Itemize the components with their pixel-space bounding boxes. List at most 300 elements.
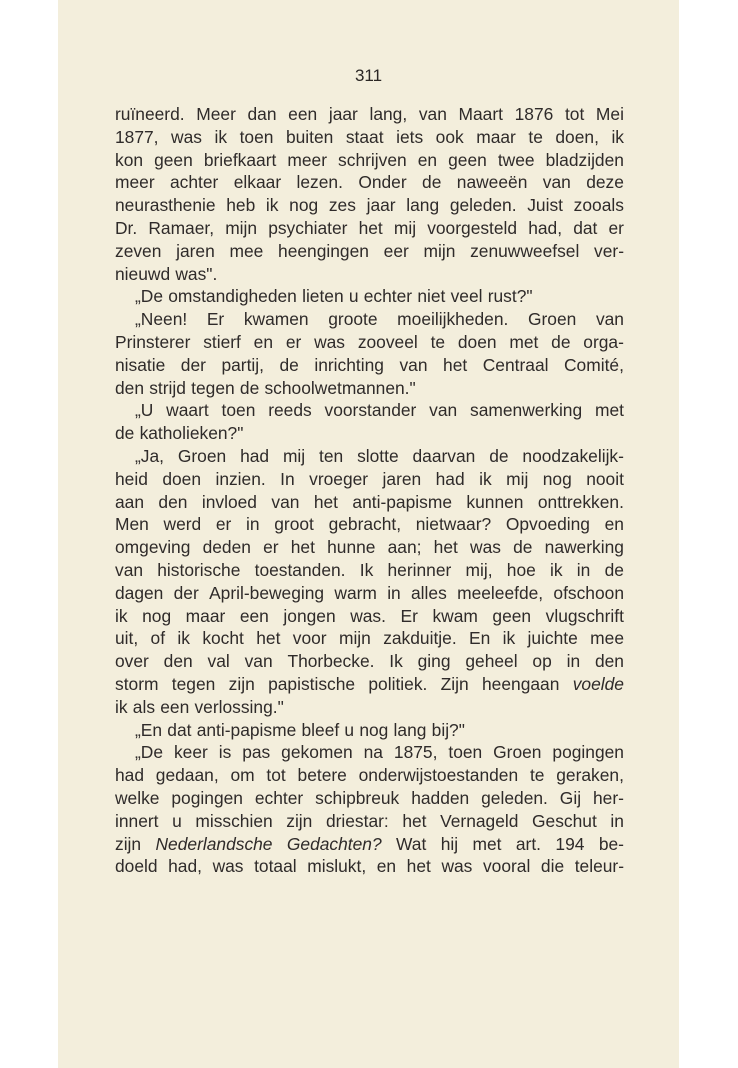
word: was	[470, 537, 501, 558]
word: verlossing."	[194, 696, 284, 717]
word: toen	[221, 400, 256, 421]
word: aan;	[387, 537, 422, 558]
text-line	[115, 399, 624, 422]
word: te	[529, 765, 545, 786]
word: toen	[448, 742, 483, 763]
word: mij	[282, 445, 306, 466]
word: was".	[175, 263, 218, 284]
word: onderwijstoestanden	[358, 765, 519, 786]
word: was	[441, 856, 473, 877]
word: van	[429, 400, 458, 421]
word: anti-papisme	[196, 719, 297, 740]
word: mijn	[423, 240, 456, 261]
word: het	[402, 810, 427, 831]
word: op	[532, 651, 552, 672]
word: Maart	[458, 104, 503, 124]
word: te	[430, 331, 446, 352]
word: deze	[586, 172, 624, 193]
word: den	[115, 377, 145, 398]
word: val	[207, 651, 230, 672]
word: hoe	[506, 559, 536, 580]
word: Thorbecke.	[287, 651, 375, 672]
word: er	[263, 537, 279, 558]
word: samenwerking	[470, 400, 583, 421]
word: en	[417, 149, 438, 170]
text-line	[115, 536, 624, 559]
word: heb	[226, 195, 256, 216]
word: papistische	[268, 673, 356, 694]
word: schipbreuk	[315, 787, 400, 808]
word: Gij	[559, 787, 582, 808]
word: ver-	[594, 240, 624, 261]
word: Gedachten?	[286, 833, 382, 854]
word: voor	[292, 628, 327, 649]
word: te	[528, 126, 543, 147]
word: innert	[115, 810, 159, 831]
word: geleden.	[481, 787, 548, 808]
word: in	[387, 582, 401, 603]
word: echter	[254, 787, 304, 808]
text-line	[115, 149, 624, 172]
word: lang,	[369, 104, 408, 124]
word: werd	[163, 514, 202, 535]
word: was.	[350, 605, 386, 626]
word: invloed	[201, 491, 257, 512]
word: mijn	[338, 628, 371, 649]
word: Geschut	[532, 810, 597, 831]
word: nog	[142, 605, 172, 626]
word: en	[253, 331, 274, 352]
word: Men	[115, 514, 149, 535]
word: de	[513, 537, 533, 558]
word: ik	[177, 628, 190, 649]
word: geleden.	[449, 195, 517, 216]
text-line	[115, 810, 624, 833]
word: nog	[542, 468, 572, 489]
word: dat	[167, 719, 192, 740]
text-line	[115, 605, 624, 628]
word: inrichting	[314, 354, 384, 375]
word: Groen	[493, 742, 542, 763]
word: er	[285, 331, 302, 352]
word: vlugschrift	[545, 605, 624, 626]
word: zeven	[115, 240, 162, 261]
word: tot	[266, 765, 286, 786]
word: noodzakelijk-	[522, 445, 624, 466]
word: het	[406, 856, 431, 877]
word: zooals	[573, 195, 624, 216]
word: deden	[202, 537, 251, 558]
word: be-	[598, 833, 624, 854]
word: over	[115, 651, 149, 672]
text-line	[115, 240, 624, 263]
word: het	[256, 628, 281, 649]
word: pogingen	[552, 742, 624, 763]
word: ik	[550, 559, 563, 580]
word: mislukt,	[307, 856, 367, 877]
word: twee	[497, 149, 535, 170]
word: zes	[328, 195, 356, 216]
word: Groen	[177, 445, 227, 466]
text-line	[115, 308, 624, 331]
word: Zijn	[440, 673, 469, 694]
word: ik	[611, 126, 624, 147]
word: katholieken?"	[139, 423, 244, 444]
word: daarvan	[412, 445, 476, 466]
word: lieten	[302, 286, 344, 307]
word: echter	[363, 286, 413, 307]
word: den	[163, 651, 193, 672]
word: tot	[564, 104, 585, 124]
word: groot	[274, 514, 314, 535]
word: een	[288, 104, 318, 124]
word: van	[271, 491, 300, 512]
word: lezen.	[296, 172, 343, 193]
word: iets	[396, 126, 424, 147]
word: Wat	[396, 833, 427, 854]
word: bladzijden	[545, 149, 624, 170]
word: de	[279, 354, 299, 375]
text-line	[115, 696, 624, 719]
word: van	[115, 559, 144, 580]
word: een	[160, 696, 190, 717]
word: waart	[166, 400, 209, 421]
word: nog	[359, 719, 389, 740]
word: den	[594, 651, 624, 672]
word: meer	[287, 149, 327, 170]
word: rust?"	[487, 286, 533, 307]
text-line	[115, 445, 624, 468]
word: heengingen	[278, 240, 369, 261]
word: Comité,	[564, 354, 624, 375]
word: schoolwetmannen."	[264, 377, 416, 398]
word: zijn	[228, 673, 255, 694]
word: betere	[297, 765, 347, 786]
word: zijn	[286, 810, 313, 831]
book-page	[58, 0, 679, 1068]
word: driestar:	[325, 810, 389, 831]
word: 194	[555, 833, 585, 854]
text-line	[115, 491, 624, 514]
word: zenuwweefsel	[470, 240, 580, 261]
text-line	[115, 468, 624, 491]
word: was	[171, 126, 202, 147]
word: hunne	[327, 537, 376, 558]
word: der	[180, 354, 206, 375]
word: mij,	[465, 559, 493, 580]
word: in	[610, 810, 624, 831]
word: 1876	[514, 104, 554, 124]
word: storm	[115, 673, 159, 694]
word: geraken,	[556, 765, 624, 786]
word: toestanden.	[254, 559, 346, 580]
word: nietwaar?	[415, 514, 492, 535]
word: meer	[115, 172, 155, 193]
word: u	[172, 810, 182, 831]
word: ruïneerd.	[115, 104, 185, 124]
word: tegen	[191, 377, 235, 398]
text-line	[115, 719, 624, 742]
word: vooral	[482, 856, 531, 877]
word: doen,	[555, 126, 599, 147]
text-line	[115, 217, 624, 240]
word: Centraal	[482, 354, 549, 375]
word: lang	[393, 719, 427, 740]
word: mij	[506, 468, 529, 489]
text-line	[115, 855, 624, 878]
word: pas	[242, 742, 271, 763]
word: hadden	[411, 787, 470, 808]
word: omgeving	[115, 537, 191, 558]
word: En	[469, 628, 491, 649]
word: met	[509, 331, 539, 352]
word: ik	[115, 696, 128, 717]
word: zijn	[115, 833, 142, 854]
word: vroeger	[309, 468, 369, 489]
word: had	[435, 468, 465, 489]
word: het	[433, 537, 458, 558]
word: totaal	[254, 856, 297, 877]
text-line	[115, 650, 624, 673]
word: mee	[229, 240, 264, 261]
word: politiek.	[368, 673, 428, 694]
word: Groen	[527, 309, 577, 330]
word: historische	[157, 559, 241, 580]
word: ging	[417, 651, 451, 672]
word: het	[358, 217, 383, 238]
page-number: 311	[354, 66, 383, 85]
word: buiten	[285, 126, 334, 147]
word: met	[594, 400, 624, 421]
word: partij,	[221, 354, 264, 375]
word: geen	[492, 605, 532, 626]
word: een	[239, 605, 269, 626]
word: „De	[135, 286, 164, 307]
word: ofschoon	[553, 582, 624, 603]
word: er	[608, 217, 624, 238]
word: anti-papisme	[352, 491, 452, 512]
word: mij	[393, 217, 417, 238]
word: doeld	[115, 856, 158, 877]
word: heengaan	[482, 673, 560, 694]
word: nawerking	[544, 537, 624, 558]
word: nooit	[586, 468, 624, 489]
word: de	[604, 559, 624, 580]
word: aan	[115, 491, 145, 512]
word: Meer	[196, 104, 236, 124]
word: kwamen	[243, 309, 309, 330]
word: ik	[479, 468, 492, 489]
word: dagen	[115, 582, 164, 603]
word: ten	[319, 445, 344, 466]
word: den	[158, 491, 188, 512]
word: hij	[440, 833, 459, 854]
word: Ramaer,	[148, 217, 215, 238]
text-line	[115, 764, 624, 787]
text-line	[115, 331, 624, 354]
word: om	[230, 765, 255, 786]
word: her-	[592, 787, 624, 808]
word: misschien	[195, 810, 273, 831]
word: tegen	[171, 673, 216, 694]
word: neurasthenie	[115, 195, 216, 216]
word: Ik	[389, 651, 403, 672]
word: nieuwd	[115, 263, 171, 284]
word: Juist	[527, 195, 563, 216]
word: der	[173, 582, 199, 603]
word: April-beweging	[209, 582, 325, 603]
word: na	[363, 742, 383, 763]
word: maar	[185, 605, 226, 626]
word: en	[376, 856, 397, 877]
word: jaren	[176, 240, 215, 261]
word: veel	[450, 286, 483, 307]
word: had,	[168, 856, 202, 877]
word: in	[566, 651, 581, 672]
word: kon	[115, 149, 144, 170]
word: die	[540, 856, 565, 877]
word: „De	[135, 742, 164, 763]
word: Nederlandsche	[155, 833, 273, 854]
word: ik	[115, 605, 128, 626]
word: jaar	[328, 104, 358, 124]
word: van	[244, 651, 273, 672]
word: niet	[417, 286, 446, 307]
word: kwam	[432, 605, 478, 626]
word: zooveel	[357, 331, 418, 352]
word: In	[280, 468, 295, 489]
word: reeds	[268, 400, 312, 421]
text-line	[115, 627, 624, 650]
word: 1877,	[115, 126, 159, 147]
word: u	[344, 719, 355, 740]
word: voorstander	[324, 400, 417, 421]
text-line	[115, 422, 624, 445]
word: onttrekken.	[537, 491, 624, 512]
word: ik	[265, 195, 279, 216]
word: bij?"	[431, 719, 465, 740]
word: keer	[173, 742, 208, 763]
text-line	[115, 263, 624, 286]
word: teleur-	[574, 856, 624, 877]
word: van	[595, 309, 624, 330]
word: van	[542, 172, 571, 193]
word: alles	[411, 582, 447, 603]
word: van	[399, 354, 428, 375]
word: de	[422, 172, 442, 193]
word: met	[472, 833, 502, 854]
word: jaar	[366, 195, 396, 216]
word: voelde	[572, 673, 624, 694]
text-line	[115, 377, 624, 400]
body-text	[115, 103, 624, 878]
word: slotte	[357, 445, 399, 466]
word: achter	[170, 172, 219, 193]
text-line	[115, 559, 624, 582]
word: ik	[502, 628, 516, 649]
text-line	[115, 285, 624, 308]
word: jaren	[382, 468, 422, 489]
word: uit,	[115, 628, 139, 649]
word: strijd	[149, 377, 186, 398]
text-line	[115, 673, 624, 696]
text-line	[115, 787, 624, 810]
word: gebracht,	[328, 514, 402, 535]
word: en	[604, 514, 624, 535]
text-line	[115, 833, 624, 856]
word: naweeën	[456, 172, 528, 193]
word: herinner	[387, 559, 452, 580]
word: de	[239, 377, 260, 398]
word: heid	[115, 468, 148, 489]
word: u	[348, 286, 359, 307]
word: kunnen	[466, 491, 524, 512]
word: van	[418, 104, 447, 124]
word: of	[150, 628, 166, 649]
word: omstandigheden	[168, 286, 297, 307]
word: gedaan,	[155, 765, 219, 786]
word: het	[290, 537, 315, 558]
word: juichte	[527, 628, 578, 649]
word: Er	[400, 605, 418, 626]
word: Ik	[359, 559, 374, 580]
word: staat	[345, 126, 384, 147]
word: warm	[334, 582, 377, 603]
text-line	[115, 513, 624, 536]
word: orga-	[583, 331, 624, 352]
word: welke	[115, 787, 160, 808]
text-line	[115, 103, 624, 126]
word: „Ja,	[135, 445, 164, 466]
word: psychiater	[268, 217, 348, 238]
word: jongen	[283, 605, 336, 626]
word: gekomen	[281, 742, 353, 763]
word: mijn	[225, 217, 258, 238]
word: mee	[590, 628, 624, 649]
word: Prinsterer	[115, 331, 191, 352]
word: Opvoeding	[505, 514, 590, 535]
word: briefkaart	[203, 149, 277, 170]
word: in	[246, 514, 260, 535]
word: toen	[239, 126, 274, 147]
word: art.	[515, 833, 542, 854]
word: nisatie	[115, 354, 166, 375]
text-line	[115, 126, 624, 149]
word: Onder	[358, 172, 407, 193]
text-line	[115, 741, 624, 764]
word: er	[215, 514, 232, 535]
word: bleef	[301, 719, 340, 740]
word: zakduitje.	[383, 628, 457, 649]
word: geheel	[465, 651, 518, 672]
word: de	[489, 445, 509, 466]
text-line	[115, 582, 624, 605]
word: Dr.	[115, 217, 138, 238]
word: doen	[162, 468, 202, 489]
word: „Neen!	[135, 309, 188, 330]
word: pogingen	[171, 787, 243, 808]
word: de	[115, 423, 135, 444]
text-line	[115, 194, 624, 217]
word: Mei	[595, 104, 624, 124]
word: had	[240, 445, 270, 466]
word: het	[443, 354, 468, 375]
word: Vernageld	[440, 810, 519, 831]
word: voorgesteld	[427, 217, 518, 238]
word: als	[132, 696, 156, 717]
word: geen	[154, 149, 193, 170]
word: dan	[247, 104, 277, 124]
